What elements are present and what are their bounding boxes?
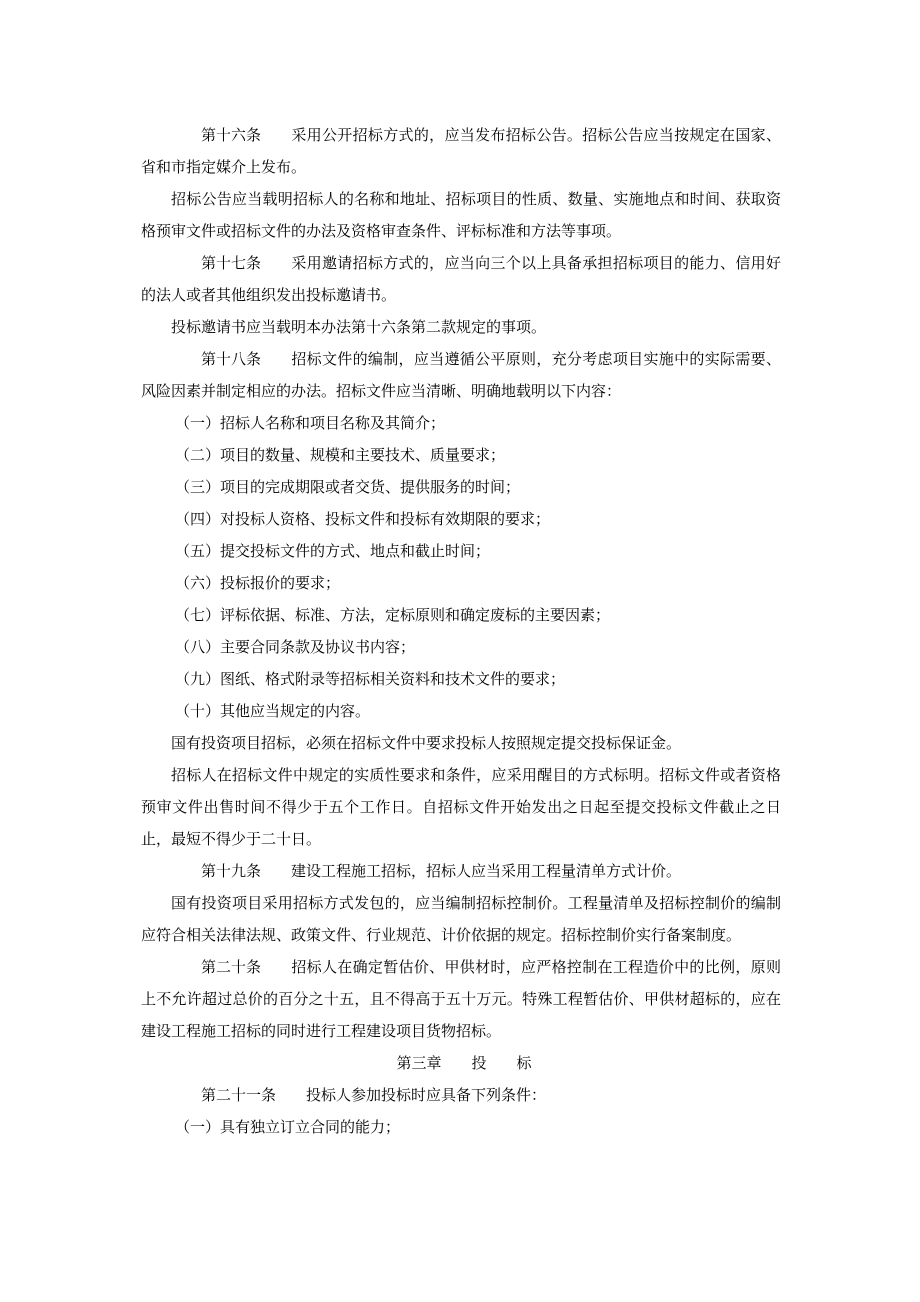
article-text: 投标人参加投标时应具备下列条件： xyxy=(306,1086,547,1104)
article-paragraph xyxy=(141,1079,781,1111)
list-item: （七）评标依据、标准、方法，定标原则和确定废标的主要因素； xyxy=(175,606,611,624)
chapter-heading-part: 投 xyxy=(471,1054,487,1072)
chapter-heading xyxy=(141,1047,781,1079)
chapter-heading-part: 标 xyxy=(516,1054,532,1072)
list-item: （三）项目的完成期限或者交货、提供服务的时间； xyxy=(175,478,521,496)
article-text: 采用公开招标方式的，应当发布招标公告。招标公告应当按规定在国家、省和市指定媒介上发布。 xyxy=(141,126,781,176)
body-paragraph: 投标邀请书应当载明本办法第十六条第二款规定的事项。 xyxy=(171,318,547,336)
article-paragraph xyxy=(141,951,781,1047)
article-text: 招标文件的编制，应当遵循公平原则，充分考虑项目实施中的实际需要、风险因素并制定相应的办法。招标文件应当清晰、明确地载明以下内容： xyxy=(141,350,781,400)
body-paragraph: 国有投资项目招标，必须在招标文件中要求投标人按照规定提交投标保证金。 xyxy=(171,734,682,752)
document-body xyxy=(141,119,781,1143)
list-item: （十）其他应当规定的内容。 xyxy=(175,702,371,720)
list-item: （九）图纸、格式附录等招标相关资料和技术文件的要求； xyxy=(175,670,566,688)
article-number: 第十六条 xyxy=(201,126,262,144)
article-number: 第十九条 xyxy=(201,862,262,880)
article-text: 建设工程施工招标，招标人应当采用工程量清单方式计价。 xyxy=(291,862,682,880)
article-number: 第二十一条 xyxy=(201,1086,277,1104)
body-paragraph: 国有投资项目采用招标方式发包的，应当编制招标控制价。工程量清单及招标控制价的编制应符合相关法律法规、政策文件、行业规范、计价依据的规定。招标控制价实行备案制度。 xyxy=(141,894,781,944)
list-item: （八）主要合同条款及协议书内容； xyxy=(175,638,416,656)
article-number: 第十七条 xyxy=(201,254,262,272)
article-paragraph xyxy=(141,119,781,183)
list-item: （六）投标报价的要求； xyxy=(175,574,341,592)
article-paragraph xyxy=(141,855,781,887)
list-item: （二）项目的数量、规模和主要技术、质量要求； xyxy=(175,446,506,464)
article-text: 采用邀请招标方式的，应当向三个以上具备承担招标项目的能力、信用好的法人或者其他组织发出投标邀请书。 xyxy=(141,254,781,304)
article-paragraph xyxy=(141,343,781,407)
article-text: 招标人在确定暂估价、甲供材时，应严格控制在工程造价中的比例，原则上不允许超过总价的百分之十五，且不得高于五十万元。特殊工程暂估价、甲供材超标的，应在建设工程施工招标的同时进行工程建设项目货物招标。 xyxy=(141,958,781,1040)
list-item: （一）招标人名称和项目名称及其简介； xyxy=(175,414,446,432)
article-number: 第十八条 xyxy=(201,350,262,368)
body-paragraph: 招标公告应当载明招标人的名称和地址、招标项目的性质、数量、实施地点和时间、获取资格预审文件或招标文件的办法及资格审查条件、评标标准和方法等事项。 xyxy=(141,190,781,240)
list-item: （一）具有独立订立合同的能力； xyxy=(175,1118,401,1136)
article-number: 第二十条 xyxy=(201,958,262,976)
list-item: （四）对投标人资格、投标文件和投标有效期限的要求； xyxy=(175,510,551,528)
chapter-heading-part: 第三章 xyxy=(396,1054,442,1072)
article-paragraph xyxy=(141,247,781,311)
list-item: （五）提交投标文件的方式、地点和截止时间； xyxy=(175,542,491,560)
body-paragraph: 招标人在招标文件中规定的实质性要求和条件，应采用醒目的方式标明。招标文件或者资格预审文件出售时间不得少于五个工作日。自招标文件开始发出之日起至提交投标文件截止之日止，最短不得少于二十日。 xyxy=(141,766,781,848)
